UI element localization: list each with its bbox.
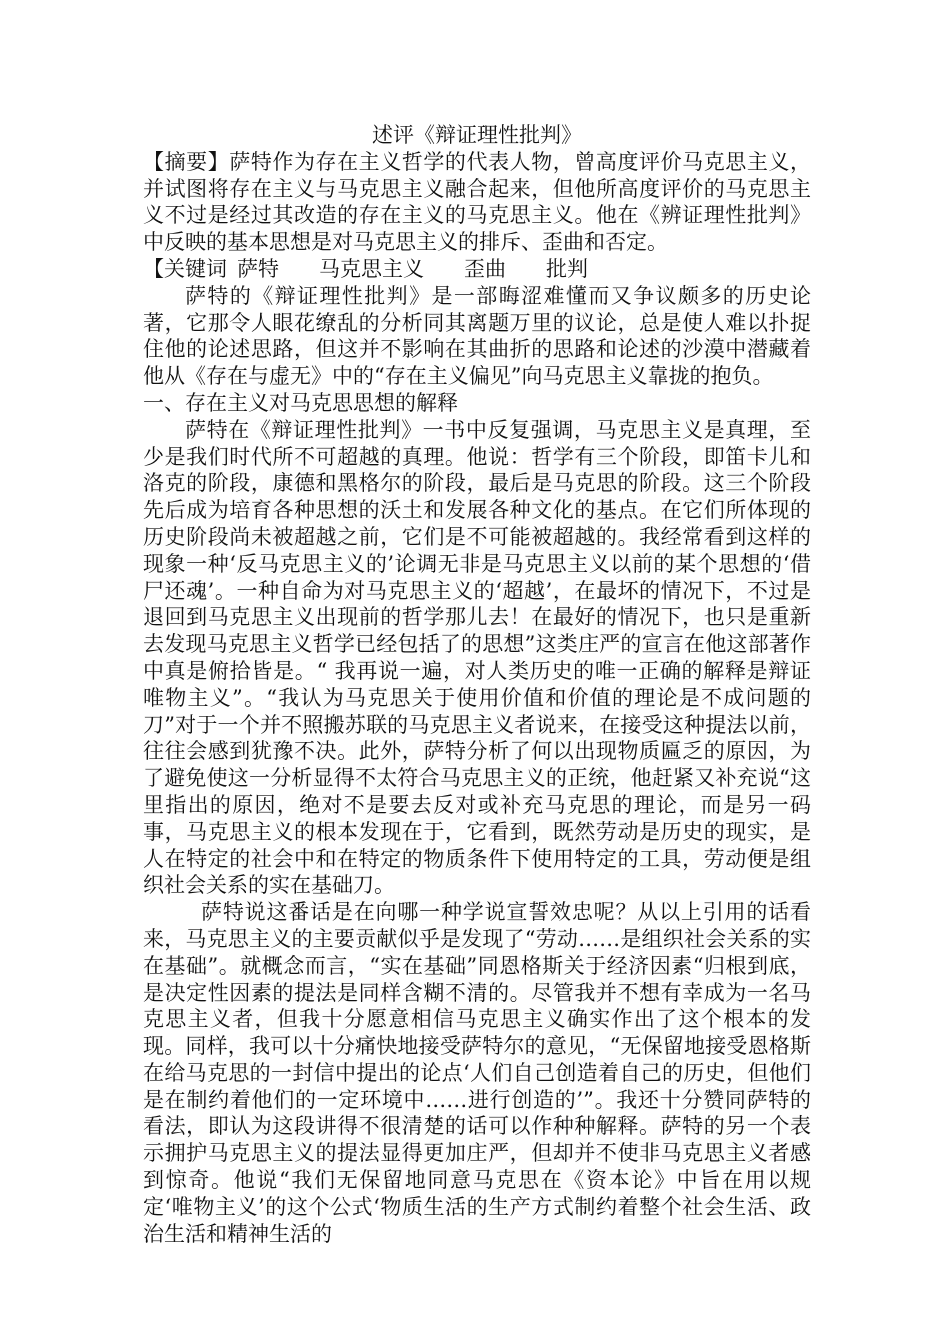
abstract-paragraph: 【摘要】萨特作为存在主义哲学的代表人物，曾高度评价马克思主义，并试图将存在主义与马克思主义融合起来，但他所高度评价的马克思主义不过是经过其改造的存在主义的马克思主义。他在《辨证理性批判》中反映的基本思想是对马克思主义的排斥、歪曲和否定。 xyxy=(143,149,811,255)
keyword-item: 批判 xyxy=(546,256,588,281)
body-paragraph: 萨特在《辩证理性批判》一书中反复强调，马克思主义是真理，至少是我们时代所不可超越的真理。他说：哲学有三个阶段，即笛卡儿和洛克的阶段，康德和黑格尔的阶段，最后是马克思的阶段。这三个阶段先后成为培育各种思想的沃土和发展各种文化的基点。在它们所体现的历史阶段尚未被超越之前，它们是不可能被超越的。我经常看到这样的现象一种‘反马克思主义的’论调无非是马克思主义以前的某个思想的‘借尸还魂’。一种自命为对马克思主义的‘超越’，在最坏的情况下，不过是退回到马克思主义出现前的哲学那儿去！在最好的情况下，也只是重新去发现马克思主义哲学已经包括了的思想”这类庄严的宣言在他这部著作中真是俯拾皆是。“ 我再说一遍，对人类历史的唯一正确的解释是辩证唯物主义”。“我认为马克思关于使用价值和价值的理论是不成问题的刀”对于一个并不照搬苏联的马克思主义者说来，在接受这种提法以前，往往会感到犹豫不决。此外，萨特分析了何以出现物质匾乏的原因，为了避免使这一分析显得不太符合马克思主义的正统，他赶紧又补充说“这里指出的原因，绝对不是要去反对或补充马克思的理论，而是另一码事，马克思主义的根本发现在于，它看到，既然劳动是历史的现实，是人在特定的社会中和在特定的物质条件下使用特定的工具，劳动便是组织社会关系的实在基础刀。 xyxy=(143,417,811,898)
body-paragraph: 萨特说这番话是在向哪一种学说宣誓效忠呢？从以上引用的话看来，马克思主义的主要贡献似乎是发现了“劳动……是组织社会关系的实在基础”。就概念而言，“实在基础”同恩格斯关于经济因素“归根到底，是决定性因素的提法是同样含糊不清的。尽管我并不想有幸成为一名马克思主义者，但我十分愿意相信马克思主义确实作出了这个根本的发现。同样，我可以十分痛快地接受萨特尔的意见，“无保留地接受恩格斯在给马克思的一封信中提出的论点‘人们自己创造着自己的历史，但他们是在制约着他们的一定环境中……进行创造的’”。我还十分赞同萨特的看法，即认为这段讲得不很清楚的话可以作种种解释。萨特的另一个表示拥护马克思主义的提法显得更加庄严，但却并不使非马克思主义者感到惊奇。他说“我们无保留地同意马克思在《资本论》中旨在用以规定‘唯物主义’的这个公式‘物质生活的生产方式制约着整个社会生活、政治生活和精神生活的 xyxy=(143,900,811,1246)
keywords-row xyxy=(143,256,811,283)
document-page xyxy=(143,122,811,1247)
keywords-label: 【关键词 xyxy=(143,256,227,281)
section-heading: 一、存在主义对马克思思想的解释 xyxy=(143,390,458,415)
keyword-item: 萨特 xyxy=(237,256,279,281)
intro-paragraph: 萨特的《辩证理性批判》是一部晦涩难懂而又争议颇多的历史论著，它那令人眼花缭乱的分析同其离题万里的议论，总是使人难以扑捉住他的论述思路，但这并不影响在其曲折的思路和论述的沙漠中潜藏着他从《存在与虚无》中的“存在主义偏见”向马克思主义靠拢的抱负。 xyxy=(143,283,811,389)
keyword-item: 马克思主义 xyxy=(319,256,424,281)
document-title: 述评《辩证理性批判》 xyxy=(372,123,582,147)
keyword-item: 歪曲 xyxy=(464,256,506,281)
